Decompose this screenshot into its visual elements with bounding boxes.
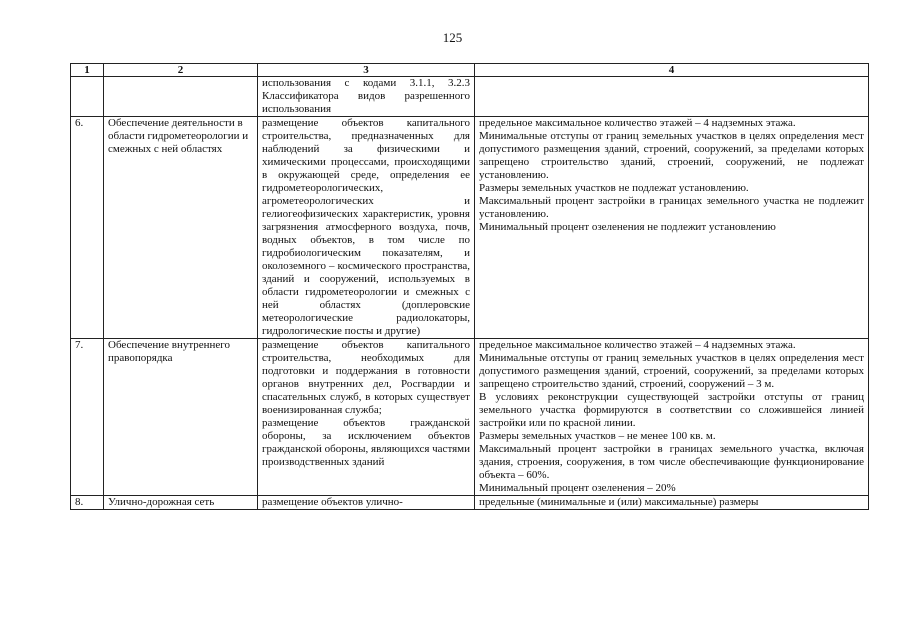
params-paragraph: В условиях реконструкции существующей застройки отступы от границ земельного участка формируются в соответствии со сложившейся линией застройки или по красной линии. [479, 391, 864, 429]
row-params [475, 77, 869, 117]
page-number: 125 [442, 30, 463, 45]
params-paragraph: Минимальный процент озеленения – 20% [479, 482, 676, 494]
table-row [71, 496, 869, 510]
column-header: 4 [475, 64, 869, 77]
description-paragraph: размещение объектов капитального строительства, необходимых для подготовки и поддержания в готовности органов внутренних дел, Росгвардии и спасательных служб, в которых существует военизированная служба; [262, 339, 470, 416]
params-paragraph: Минимальный процент озеленения не подлежит установлению [479, 221, 776, 233]
row-number: 7. [71, 339, 104, 496]
description-paragraph: размещение объектов капитального строительства, предназначенных для наблюдений за физическими и химическими процессами, происходящими в окружающей среде, определения ее гидрометеорологических, агрометеорологических и гелиогеофизических характеристик, уровня загрязнения атмосферного воздуха, почв, водных объектов, в том числе по гидробиологическим показателям, и околоземного – космического пространства, зданий и сооружений, используемых в области гидрометеорологии и смежных с ней областях (доплеровские метеорологические радиолокаторы, гидрологические посты и другие) [262, 117, 470, 337]
description-paragraph: размещение объектов гражданской обороны, за исключением объектов гражданской обороны, являющихся частями производственных зданий [262, 417, 471, 468]
params-paragraph: предельное максимальное количество этажей – 4 надземных этажа. [479, 339, 796, 351]
params-paragraph: предельные (минимальные и (или) максимальные) размеры [479, 496, 759, 508]
table-row [71, 339, 869, 496]
row-description [258, 496, 475, 510]
params-paragraph: Максимальный процент застройки в границах земельного участка не подлежит установлению. [479, 195, 864, 220]
table-row [71, 117, 869, 339]
params-paragraph: Минимальные отступы от границ земельных участков в целях определения мест допустимого размещения зданий, строений, сооружений, за пределами которых запрещено строительство зданий, строений, сооружений – 3 м. [479, 352, 864, 390]
row-name: Улично-дорожная сеть [104, 496, 258, 510]
params-paragraph: Размеры земельных участков – не менее 100 кв. м. [479, 430, 716, 442]
params-paragraph: Максимальный процент застройки в границах земельного участка, включая здания, строения, сооружения, в том числе обеспечивающие функционирование объекта – 60%. [479, 443, 864, 481]
row-number [71, 77, 104, 117]
params-paragraph: предельное максимальное количество этажей – 4 надземных этажа. [479, 117, 796, 129]
row-number: 6. [71, 117, 104, 339]
row-params [475, 117, 869, 339]
row-name [104, 77, 258, 117]
row-number: 8. [71, 496, 104, 510]
row-name: Обеспечение деятельности в области гидрометеорологии и смежных с ней областях [104, 117, 258, 339]
description-paragraph: использования с кодами 3.1.1, 3.2.3 Классификатора видов разрешенного использования [262, 77, 470, 115]
params-paragraph: Размеры земельных участков не подлежат установлению. [479, 182, 749, 194]
regulations-table [70, 63, 869, 510]
description-paragraph: размещение объектов улично- [262, 496, 403, 508]
column-header: 2 [104, 64, 258, 77]
column-header: 3 [258, 64, 475, 77]
table-row [71, 77, 869, 117]
row-description [258, 77, 475, 117]
row-params [475, 339, 869, 496]
row-description [258, 117, 475, 339]
row-params [475, 496, 869, 510]
row-name: Обеспечение внутреннего правопорядка [104, 339, 258, 496]
row-description [258, 339, 475, 496]
table-header-row [71, 64, 869, 77]
column-header: 1 [71, 64, 104, 77]
params-paragraph: Минимальные отступы от границ земельных участков в целях определения мест допустимого размещения зданий, строений, сооружений, за пределами которых запрещено строительство зданий, строений, сооружений, не подлежат установлению. [479, 130, 864, 181]
